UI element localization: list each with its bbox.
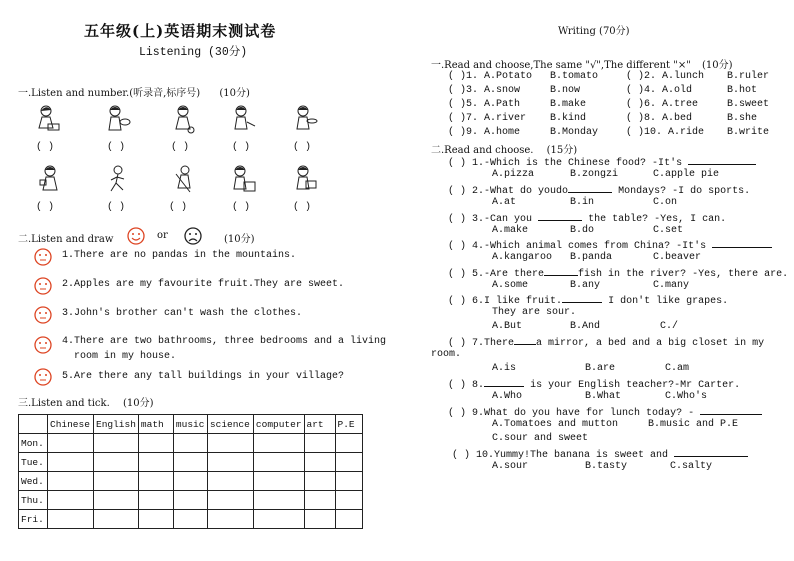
writing-section1-score: (10分) <box>702 60 733 71</box>
item-number[interactable]: ( )5. <box>448 99 479 110</box>
answer-paren[interactable]: ( ) <box>107 142 126 153</box>
draw-face-icon[interactable] <box>34 277 52 295</box>
question-text: 8. <box>472 380 485 391</box>
child-with-frying-pan-picture <box>292 104 318 134</box>
item-number[interactable]: ( )2. <box>626 71 657 82</box>
answer-paren[interactable]: ( ) <box>107 202 126 213</box>
answer-blank[interactable] <box>568 183 612 193</box>
draw-face-icon[interactable] <box>34 248 52 266</box>
tick-cell[interactable] <box>207 472 253 491</box>
q4-option-c: C.beaver <box>653 252 702 263</box>
child-running-picture <box>106 164 132 194</box>
question-7-line-2: room. <box>431 349 462 360</box>
section3-heading-text: 三.Listen and tick. <box>18 398 110 409</box>
option-b: B.Monday <box>550 127 599 138</box>
tick-cell[interactable] <box>173 472 207 491</box>
tick-cell[interactable] <box>335 472 362 491</box>
tick-cell[interactable] <box>304 510 335 529</box>
table-header-row <box>19 415 363 434</box>
exam-title: 五年级(上)英语期末测试卷 <box>84 22 277 40</box>
answer-paren[interactable]: ( ) <box>448 408 467 419</box>
tick-cell[interactable] <box>48 472 94 491</box>
child-watering-flowers-picture <box>230 104 256 134</box>
question-text: 9.What do you have for lunch today? - <box>472 408 695 419</box>
child-at-sink-picture <box>230 164 256 194</box>
option-a: A.tree <box>662 99 699 110</box>
item-number[interactable]: ( )4. <box>626 85 657 96</box>
choose-item-4 <box>626 85 692 96</box>
timetable-grid <box>18 414 363 529</box>
choose-item-3 <box>448 85 520 96</box>
child-sweeping-floor-picture <box>172 164 198 194</box>
option-a: A.snow <box>484 85 521 96</box>
table-row <box>19 472 363 491</box>
question-text-cont: a mirror, a bed and a big closet in my <box>536 338 765 349</box>
table-row <box>19 491 363 510</box>
option-a: A.river <box>484 113 527 124</box>
q2-option-c: C.on <box>653 197 678 208</box>
question-10 <box>452 447 748 461</box>
tick-cell[interactable] <box>335 491 362 510</box>
answer-paren[interactable]: ( ) <box>36 142 55 153</box>
tick-cell[interactable] <box>304 491 335 510</box>
item-number[interactable]: ( )7. <box>448 113 479 124</box>
listening-subtitle: Listening (30分) <box>139 46 248 59</box>
tick-cell[interactable] <box>94 510 139 529</box>
option-a: A.home <box>484 127 521 138</box>
answer-blank[interactable] <box>562 293 602 303</box>
q5-option-b: B.any <box>570 280 601 291</box>
tick-cell[interactable] <box>173 434 207 453</box>
answer-blank[interactable] <box>514 335 536 345</box>
row-header: Mon. <box>19 434 48 453</box>
question-text-cont: fish in the river? -Yes, there are. <box>578 269 789 280</box>
answer-paren[interactable]: ( ) <box>36 202 55 213</box>
column-header: math <box>138 415 173 434</box>
table-row <box>19 453 363 472</box>
tick-cell[interactable] <box>173 491 207 510</box>
option-a: A.bed <box>662 113 693 124</box>
q3-option-b: B.do <box>570 225 595 236</box>
tick-cell[interactable] <box>173 453 207 472</box>
answer-paren[interactable]: ( ) <box>448 380 467 391</box>
statement-4: 4.There are two bathrooms, three bedrooms and a living <box>62 336 387 347</box>
child-carrying-basket-picture <box>292 164 318 194</box>
item-number[interactable]: ( )3. <box>448 85 479 96</box>
answer-paren[interactable]: ( ) <box>448 296 467 307</box>
q10-option-a: A.sour <box>492 461 529 472</box>
choose-item-7 <box>448 113 526 124</box>
writing-section2-score: (15分) <box>546 145 578 156</box>
tick-cell[interactable] <box>138 472 173 491</box>
question-6 <box>448 293 728 307</box>
section2-heading-text: 二.Listen and draw <box>18 234 114 245</box>
question-text: 1.-Which is the Chinese food? -It's <box>472 158 683 169</box>
answer-paren[interactable]: ( ) <box>448 158 467 169</box>
answer-blank[interactable] <box>538 211 582 221</box>
q4-option-b: B.panda <box>570 252 613 263</box>
q1-option-a: A.pizza <box>492 169 535 180</box>
question-text-cont: Mondays? -I do sports. <box>618 186 751 197</box>
row-header: Thu. <box>19 491 48 510</box>
answer-paren[interactable]: ( ) <box>448 214 467 225</box>
statement-1: 1.There are no pandas in the mountains. <box>62 250 297 261</box>
option-a: A.lunch <box>662 71 705 82</box>
statement-3: 3.John's brother can't wash the clothes. <box>62 308 303 319</box>
tick-cell[interactable] <box>138 453 173 472</box>
q2-option-b: B.in <box>570 197 595 208</box>
tick-cell[interactable] <box>48 434 94 453</box>
question-text-cont: I don't like grapes. <box>608 296 729 307</box>
item-number[interactable]: ( )1. <box>448 71 479 82</box>
question-8 <box>448 377 740 391</box>
option-a: A.Path <box>484 99 521 110</box>
question-1 <box>448 155 756 169</box>
q2-option-a: A.at <box>492 197 517 208</box>
table-corner-cell <box>19 415 48 434</box>
option-b: B.kind <box>550 113 587 124</box>
option-b: B.write <box>727 127 770 138</box>
tick-cell[interactable] <box>173 510 207 529</box>
choose-item-6 <box>626 99 698 110</box>
column-header: art <box>304 415 335 434</box>
statement-5: 5.Are there any tall buildings in your village? <box>62 371 345 382</box>
q7-option-a: A.is <box>492 363 517 374</box>
question-7 <box>448 335 764 349</box>
option-b: B.sweet <box>727 99 770 110</box>
q3-option-a: A.make <box>492 225 529 236</box>
tick-cell[interactable] <box>48 510 94 529</box>
q9-option-a: A.Tomatoes and mutton <box>492 419 619 430</box>
tick-cell[interactable] <box>207 434 253 453</box>
tick-cell[interactable] <box>304 453 335 472</box>
tick-cell[interactable] <box>207 491 253 510</box>
tick-cell[interactable] <box>94 491 139 510</box>
option-b: B.tomato <box>550 71 599 82</box>
section1-heading-text: 一.Listen and number.(听录音,标序号) <box>18 88 201 99</box>
section2-heading <box>18 230 113 245</box>
answer-paren[interactable]: ( ) <box>293 202 312 213</box>
row-header: Tue. <box>19 453 48 472</box>
item-number[interactable]: ( )10. <box>626 127 663 138</box>
section3-score: (10分) <box>122 398 154 409</box>
tick-cell[interactable] <box>253 472 304 491</box>
option-b: B.hot <box>727 85 758 96</box>
item-number[interactable]: ( )9. <box>448 127 479 138</box>
q1-option-c: C.apple pie <box>653 169 720 180</box>
tick-cell[interactable] <box>253 434 304 453</box>
writing-title: Writing (70分) <box>558 26 630 37</box>
child-washing-clothes-picture <box>34 104 60 134</box>
answer-paren[interactable]: ( ) <box>171 142 190 153</box>
tick-cell[interactable] <box>94 472 139 491</box>
column-header: English <box>94 415 139 434</box>
option-b: B.make <box>550 99 587 110</box>
choose-item-5 <box>448 99 520 110</box>
q1-option-b: B.zongzi <box>570 169 619 180</box>
q3-option-c: C.set <box>653 225 684 236</box>
tick-cell[interactable] <box>48 491 94 510</box>
column-header: P.E <box>335 415 362 434</box>
statement-4-continued: room in my house. <box>74 351 177 362</box>
tick-cell[interactable] <box>304 472 335 491</box>
table-row <box>19 434 363 453</box>
answer-paren[interactable]: ( ) <box>448 186 467 197</box>
choose-item-10 <box>626 127 704 138</box>
answer-blank[interactable] <box>688 155 756 165</box>
item-number[interactable]: ( )8. <box>626 113 657 124</box>
writing-section2-heading-text: 二.Read and choose. <box>431 145 534 156</box>
child-cooking-picture <box>105 104 131 134</box>
answer-paren[interactable]: ( ) <box>448 269 467 280</box>
q8-option-a: A.Who <box>492 391 523 402</box>
tick-cell[interactable] <box>138 434 173 453</box>
q6-option-a: A.But <box>492 321 523 332</box>
question-6-line-2: They are sour. <box>492 307 577 318</box>
answer-paren[interactable]: ( ) <box>448 338 467 349</box>
choose-item-8 <box>626 113 692 124</box>
answer-paren[interactable]: ( ) <box>232 202 251 213</box>
q7-option-b: B.are <box>585 363 616 374</box>
section1-score: (10分) <box>219 88 250 99</box>
question-text-cont: the table? -Yes, I can. <box>588 214 727 225</box>
tick-cell[interactable] <box>253 491 304 510</box>
tick-cell[interactable] <box>48 453 94 472</box>
q10-option-b: B.tasty <box>585 461 628 472</box>
answer-paren[interactable]: ( ) <box>452 450 471 461</box>
answer-blank[interactable] <box>712 238 772 248</box>
option-b: B.ruler <box>727 71 770 82</box>
tick-cell[interactable] <box>304 434 335 453</box>
answer-paren[interactable]: ( ) <box>232 142 251 153</box>
question-2 <box>448 183 750 197</box>
option-a: A.ride <box>668 127 705 138</box>
question-9 <box>448 405 762 419</box>
row-header: Fri. <box>19 510 48 529</box>
section2-score: (10分) <box>224 234 255 245</box>
q5-option-a: A.some <box>492 280 529 291</box>
tick-cell[interactable] <box>335 510 362 529</box>
question-text-cont: is your English teacher?-Mr Carter. <box>530 380 741 391</box>
answer-paren[interactable]: ( ) <box>448 241 467 252</box>
tick-cell[interactable] <box>207 453 253 472</box>
answer-blank[interactable] <box>674 447 748 457</box>
tick-cell[interactable] <box>207 510 253 529</box>
question-3 <box>448 211 726 225</box>
question-text: 4.-Which animal comes from China? -It's <box>472 241 707 252</box>
option-a: A.Potato <box>484 71 533 82</box>
q4-option-a: A.kangaroo <box>492 252 553 263</box>
question-text: 10.Yummy!The banana is sweet and <box>476 450 669 461</box>
q10-option-c: C.salty <box>670 461 713 472</box>
tick-cell[interactable] <box>335 434 362 453</box>
column-header: music <box>173 415 207 434</box>
section1-heading <box>18 84 250 99</box>
tick-cell[interactable] <box>138 510 173 529</box>
option-b: B.she <box>727 113 758 124</box>
option-a: A.old <box>662 85 693 96</box>
child-reading-picture <box>38 164 64 194</box>
column-header: Chinese <box>48 415 94 434</box>
tick-cell[interactable] <box>335 453 362 472</box>
writing-section2-heading <box>431 141 577 156</box>
statement-2: 2.Apples are my favourite fruit.They are sweet. <box>62 279 345 290</box>
answer-blank[interactable] <box>484 377 524 387</box>
q9-option-b: B.music and P.E <box>648 419 739 430</box>
question-text: 7.There <box>472 338 515 349</box>
tick-cell[interactable] <box>138 491 173 510</box>
answer-blank[interactable] <box>700 405 762 415</box>
row-header: Wed. <box>19 472 48 491</box>
answer-paren[interactable]: ( ) <box>169 202 188 213</box>
choose-item-1 <box>448 71 532 82</box>
question-text: 5.-Are there <box>472 269 545 280</box>
choose-item-9 <box>448 127 520 138</box>
writing-section1-heading <box>431 56 733 71</box>
column-header: computer <box>253 415 304 434</box>
question-4 <box>448 238 772 252</box>
q6-option-c: C./ <box>660 321 679 332</box>
q7-option-c: C.am <box>665 363 690 374</box>
q8-option-c: C.Who's <box>665 391 708 402</box>
child-playing-picture <box>170 104 196 134</box>
draw-face-icon[interactable] <box>34 368 52 386</box>
choose-item-2 <box>626 71 704 82</box>
column-header: science <box>207 415 253 434</box>
option-b: B.now <box>550 85 581 96</box>
question-text: 6.I like fruit. <box>472 296 563 307</box>
tick-cell[interactable] <box>94 453 139 472</box>
answer-blank[interactable] <box>544 266 578 276</box>
q8-option-b: B.What <box>585 391 622 402</box>
q6-option-b: B.And <box>570 321 601 332</box>
sad-face-icon <box>184 227 202 245</box>
question-text: 2.-What do youdo <box>472 186 569 197</box>
item-number[interactable]: ( )6. <box>626 99 657 110</box>
writing-section1-heading-text: 一.Read and choose,The same "√",The different "×" <box>431 60 691 71</box>
q5-option-c: C.many <box>653 280 690 291</box>
section3-heading <box>18 394 153 409</box>
draw-face-icon[interactable] <box>34 306 52 324</box>
draw-face-icon[interactable] <box>34 336 52 354</box>
tick-cell[interactable] <box>253 453 304 472</box>
or-label: or <box>157 230 168 241</box>
table-row <box>19 510 363 529</box>
q9-option-c: C.sour and sweet <box>492 433 589 444</box>
tick-cell[interactable] <box>94 434 139 453</box>
smiley-face-icon <box>127 227 145 245</box>
answer-paren[interactable]: ( ) <box>293 142 312 153</box>
tick-cell[interactable] <box>253 510 304 529</box>
question-text: 3.-Can you <box>472 214 533 225</box>
question-5 <box>448 266 788 280</box>
